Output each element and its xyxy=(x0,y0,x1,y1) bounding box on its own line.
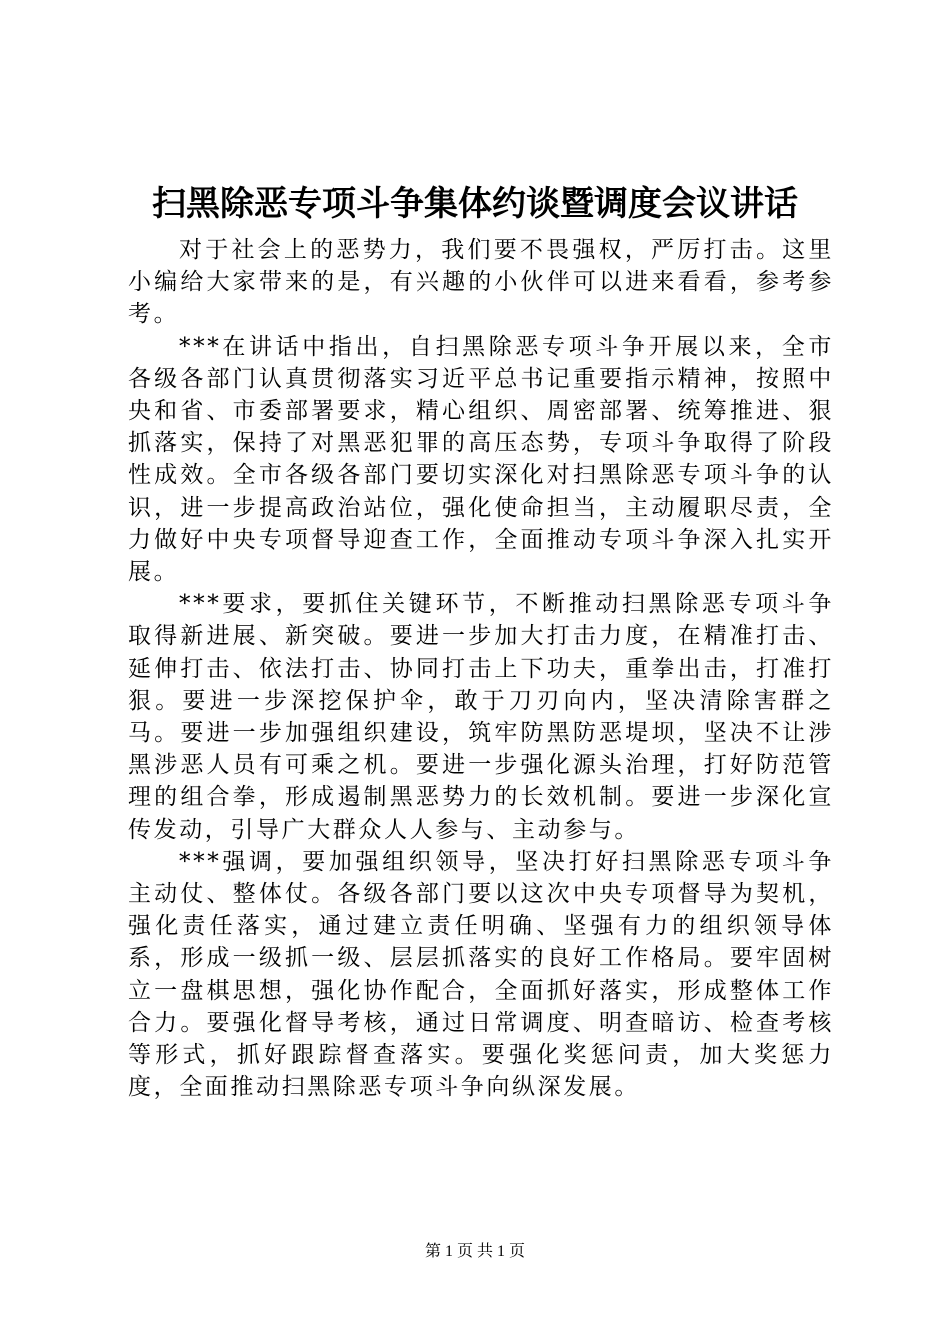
document-body xyxy=(128,234,834,1103)
document-title: 扫黑除恶专项斗争集体约谈暨调度会议讲话 xyxy=(152,184,798,224)
body-paragraph-1: ***在讲话中指出，自扫黑除恶专项斗争开展以来，全市各级各部门认真贯彻落实习近平总书记重要指示精神，按照中央和省、市委部署要求，精心组织、周密部署、统筹推进、狠抓落实，保持了对黑恶犯罪的高压态势，专项斗争取得了阶段性成效。全市各级各部门要切实深化对扫黑除恶专项斗争的认识，进一步提高政治站位，强化使命担当，主动履职尽责，全力做好中央专项督导迎查工作，全面推动专项斗争深入扎实开展。 xyxy=(128,333,834,586)
body-paragraph-3: ***强调，要加强组织领导，坚决打好扫黑除恶专项斗争主动仗、整体仗。各级各部门要以这次中央专项督导为契机，强化责任落实，通过建立责任明确、坚强有力的组织领导体系，形成一级抓一级、层层抓落实的良好工作格局。要牢固树立一盘棋思想，强化协作配合，全面抓好落实，形成整体工作合力。要强化督导考核，通过日常调度、明查暗访、检查考核等形式，抓好跟踪督查落实。要强化奖惩问责，加大奖惩力度，全面推动扫黑除恶专项斗争向纵深发展。 xyxy=(128,848,834,1101)
page-footer: 第 1 页 共 1 页 xyxy=(424,1243,525,1260)
body-paragraph-2: ***要求，要抓住关键环节，不断推动扫黑除恶专项斗争取得新进展、新突破。要进一步加大打击力度，在精准打击、延伸打击、依法打击、协同打击上下功夫，重拳出击，打准打狠。要进一步深挖保护伞，敢于刀刃向内，坚决清除害群之马。要进一步加强组织建设，筑牢防黑防恶堤坝，坚决不让涉黑涉恶人员有可乘之机。要进一步强化源头治理，打好防范管理的组合拳，形成遏制黑恶势力的长效机制。要进一步深化宣传发动，引导广大群众人人参与、主动参与。 xyxy=(128,591,834,843)
intro-paragraph: 对于社会上的恶势力，我们要不畏强权，严厉打击。这里小编给大家带来的是，有兴趣的小伙伴可以进来看看，参考参考。 xyxy=(128,237,834,328)
